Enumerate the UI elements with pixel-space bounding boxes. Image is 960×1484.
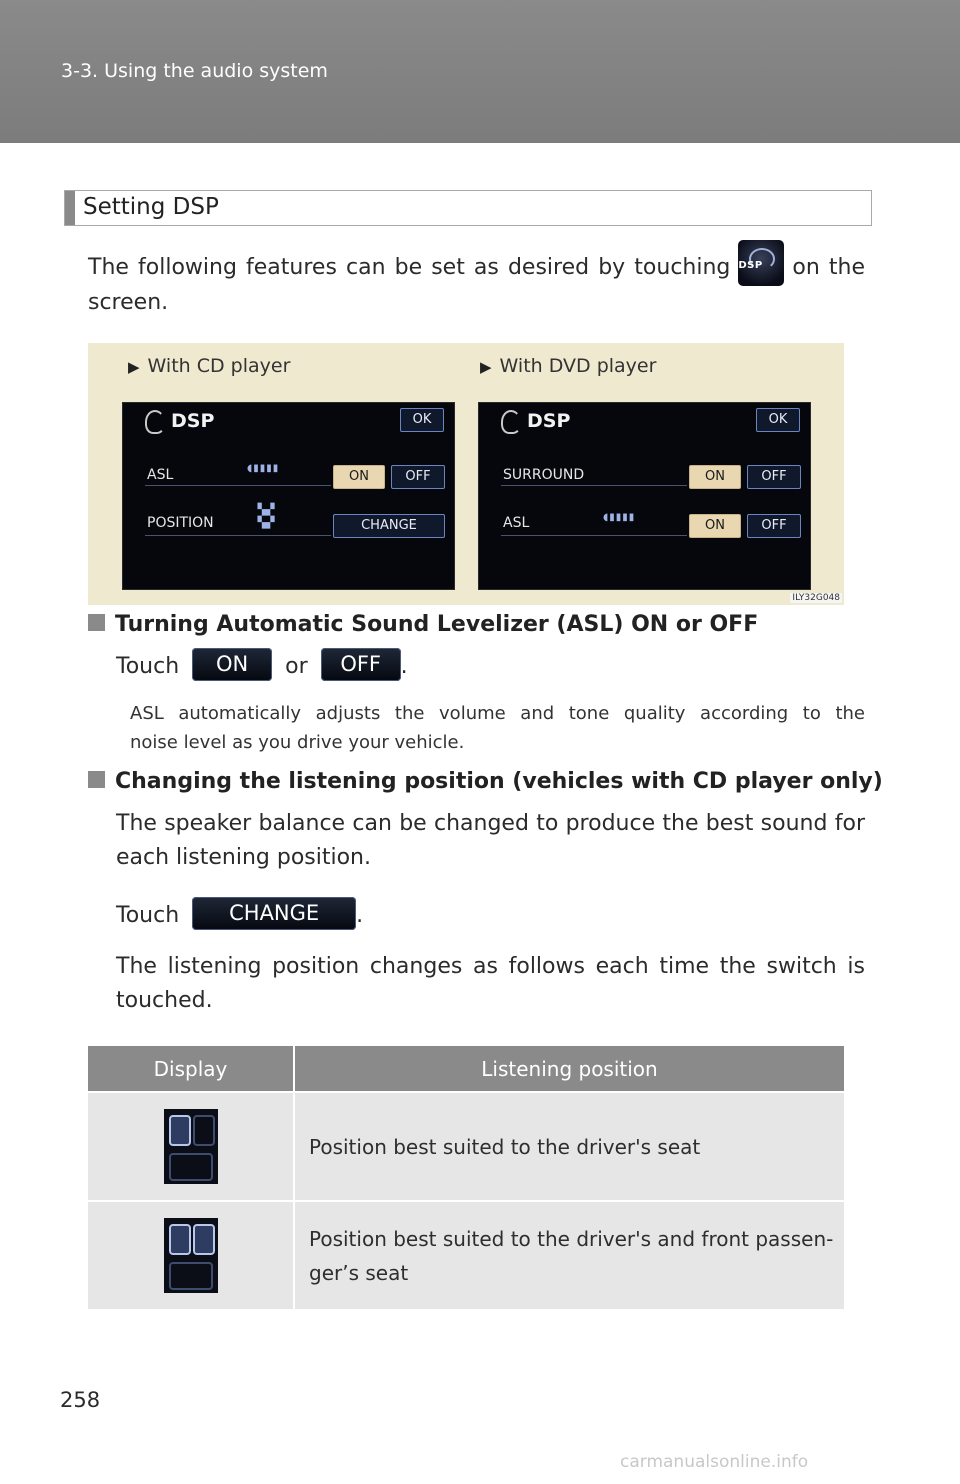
seat-position-icon: ▚▞ ▚▞: [257, 503, 275, 529]
asl-on-button[interactable]: ON: [689, 514, 741, 538]
display-cell: [88, 1092, 294, 1201]
screen-title: DSP: [527, 410, 571, 432]
dsp-icon: [738, 240, 784, 286]
driver-seat: [169, 1224, 191, 1255]
figure-id: ILY32G048: [792, 593, 840, 603]
screen-title: DSP: [171, 410, 215, 432]
breadcrumb: 3-3. Using the audio system: [61, 60, 328, 82]
figure-panel: [88, 343, 844, 605]
asl-label: ASL: [147, 467, 174, 483]
rear-bench: [169, 1262, 213, 1290]
asl-note-line-2: noise level as you drive your vehicle.: [130, 732, 465, 753]
table-header-row: [88, 1046, 844, 1092]
position-desc-line-1: The speaker balance can be changed to produce the best sound for: [116, 811, 865, 836]
asl-level-icon: ◖▮▮▮▮: [247, 463, 280, 474]
position-text-line-1: Position best suited to the driver's seat: [309, 1134, 701, 1159]
row-divider: [501, 485, 687, 486]
front-seats-icon: [164, 1218, 218, 1293]
watermark: carmanualsonline.info: [620, 1452, 809, 1472]
rear-bench: [169, 1153, 213, 1181]
driver-seat: [169, 1115, 191, 1146]
position-desc-line-2: each listening position.: [116, 845, 371, 870]
asl-off-button[interactable]: OFF: [747, 514, 801, 538]
asl-label: ASL: [503, 515, 530, 531]
asl-note-line-1: ASL automatically adjusts the volume and tone quality according to the: [130, 703, 865, 724]
speaker-icon: [145, 410, 165, 434]
change-button-image: CHANGE: [192, 897, 356, 930]
intro-line-1: [88, 250, 865, 286]
cd-dsp-screen: [122, 402, 455, 590]
heading-square-icon: [88, 614, 105, 631]
position-text-line-2: ger’s seat: [309, 1260, 409, 1285]
on-button-image: ON: [192, 648, 272, 681]
off-button-image: OFF: [321, 648, 401, 681]
passenger-seat: [193, 1115, 215, 1146]
heading-square-icon: [88, 771, 105, 788]
dvd-caption-text: With DVD player: [499, 355, 657, 377]
section-title: Setting DSP: [83, 194, 219, 220]
display-cell: [88, 1201, 294, 1309]
period-text: .: [356, 903, 364, 928]
speaker-icon: [501, 410, 521, 434]
passenger-seat: [193, 1224, 215, 1255]
touch-text: Touch: [116, 903, 180, 928]
ok-button[interactable]: OK: [400, 408, 444, 432]
position-label: POSITION: [147, 515, 214, 531]
asl-on-button[interactable]: ON: [333, 465, 385, 489]
ok-button[interactable]: OK: [756, 408, 800, 432]
table-row: [88, 1201, 844, 1309]
position-follow-line-1: The listening position changes as follows each time the switch is: [116, 954, 865, 979]
row-divider: [501, 535, 687, 536]
listening-position-table: [88, 1046, 844, 1309]
section-title-bar: [64, 190, 872, 226]
intro-text-before: The following features can be set as desired by touching: [88, 255, 731, 280]
position-follow: [116, 950, 865, 1018]
row-divider: [145, 535, 331, 536]
asl-instruction: [116, 650, 408, 684]
caption-arrow-icon: ▶: [128, 358, 140, 376]
section-marker: [65, 191, 75, 225]
position-description: [116, 807, 865, 875]
asl-heading: [88, 612, 758, 637]
cd-caption: [128, 355, 290, 377]
display-column-header: Display: [88, 1046, 294, 1092]
intro-text-after: on the: [792, 255, 865, 280]
dsp-icon-label: DSP: [738, 260, 763, 271]
position-heading: [88, 769, 883, 794]
change-button[interactable]: CHANGE: [333, 514, 445, 538]
position-column-header: Listening position: [294, 1046, 844, 1092]
position-cell: [294, 1201, 844, 1309]
page-number: 258: [60, 1388, 101, 1412]
row-divider: [145, 485, 331, 486]
asl-heading-text: Turning Automatic Sound Levelizer (ASL) ON or OFF: [115, 612, 759, 637]
driver-seat-icon: [164, 1109, 218, 1184]
caption-arrow-icon: ▶: [480, 358, 492, 376]
intro-paragraph: [88, 250, 865, 320]
touch-text: Touch: [116, 654, 180, 679]
position-instruction: [116, 899, 363, 933]
table-row: [88, 1092, 844, 1201]
intro-line-2: screen.: [88, 290, 169, 315]
asl-note: [130, 699, 865, 757]
position-text-line-1: Position best suited to the driver's and front passen-: [309, 1226, 834, 1251]
asl-off-button[interactable]: OFF: [391, 465, 445, 489]
dvd-dsp-screen: [478, 402, 811, 590]
position-heading-text: Changing the listening position (vehicles with CD player only): [115, 769, 883, 794]
position-follow-line-2: touched.: [116, 988, 213, 1013]
or-text: or: [285, 654, 308, 679]
surround-label: SURROUND: [503, 467, 585, 483]
surround-on-button[interactable]: ON: [689, 465, 741, 489]
asl-level-icon: ◖▮▮▮▮: [603, 512, 636, 523]
cd-caption-text: With CD player: [147, 355, 291, 377]
period-text: .: [400, 654, 408, 679]
dvd-caption: [480, 355, 656, 377]
position-cell: [294, 1092, 844, 1201]
surround-off-button[interactable]: OFF: [747, 465, 801, 489]
